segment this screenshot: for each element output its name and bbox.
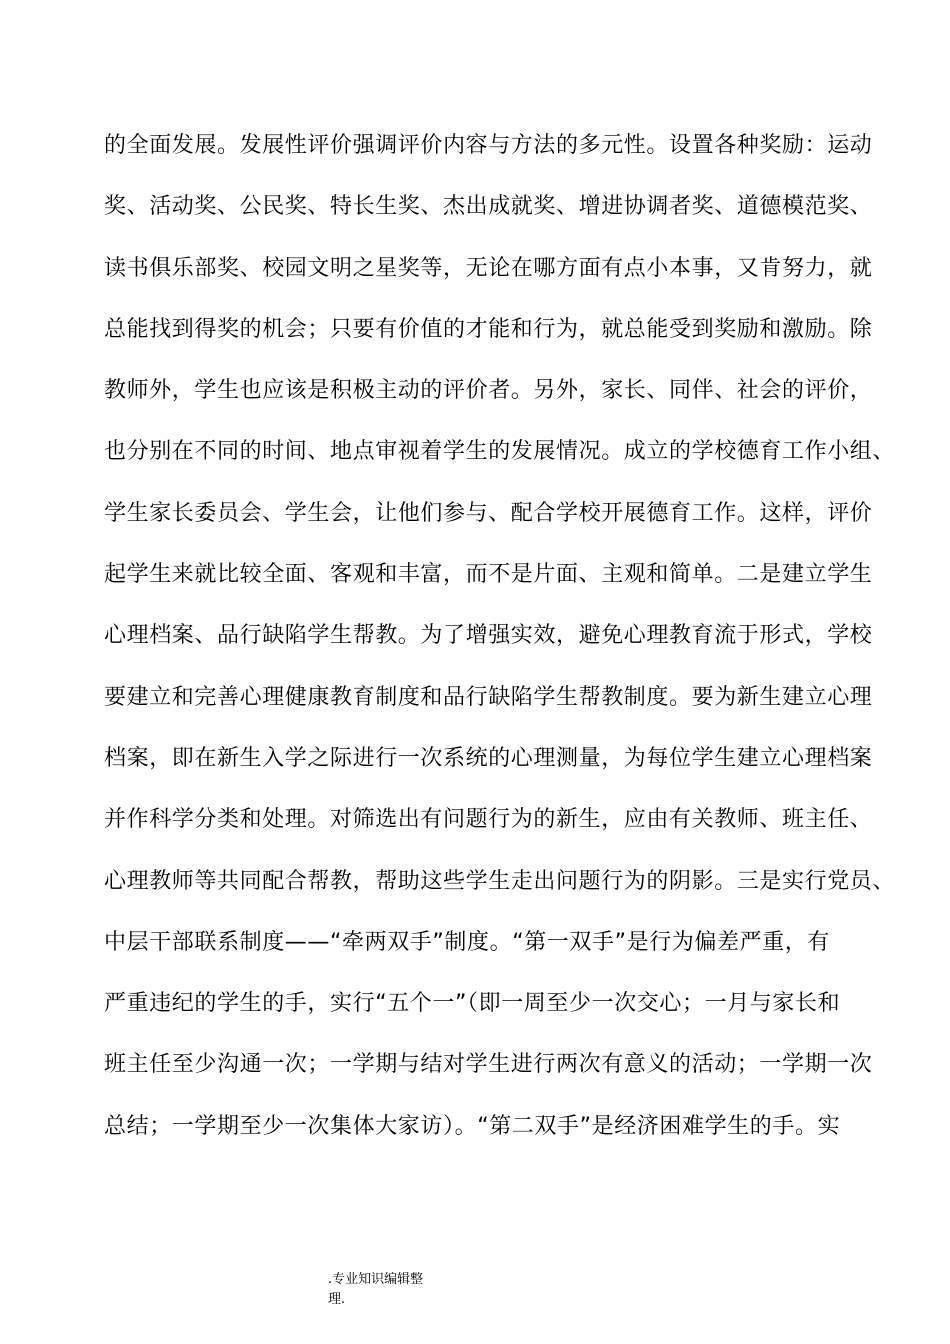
page-footer: [328, 1270, 423, 1310]
text-line: 起学生来就比较全面、客观和丰富，而不是片面、主观和简单。二是建立学生: [104, 562, 873, 588]
text-line: 并作科学分类和处理。对筛选出有问题行为的新生，应由有关教师、班主任、: [104, 807, 873, 833]
text-line: 严重违纪的学生的手，实行“五个一”（即一周至少一次交心；一月与家长和: [104, 991, 841, 1017]
text-line: 读书俱乐部奖、校园文明之星奖等，无论在哪方面有点小本事，又肯努力，就: [104, 255, 873, 281]
text-line: 要建立和完善心理健康教育制度和品行缺陷学生帮教制度。要为新生建立心理: [104, 684, 873, 710]
text-line: 教师外，学生也应该是积极主动的评价者。另外，家长、同伴、社会的评价，: [104, 378, 873, 404]
body-text: [104, 124, 896, 1166]
text-line: 总结；一学期至少一次集体大家访）。“第二双手”是经济困难学生的手。实: [104, 1113, 841, 1139]
text-line: 学生家长委员会、学生会，让他们参与、配合学校开展德育工作。这样，评价: [104, 500, 873, 526]
text-line: 总能找到得奖的机会；只要有价值的才能和行为，就总能受到奖励和激励。除: [104, 316, 873, 342]
text-line: 也分别在不同的时间、地点审视着学生的发展情况。成立的学校德育工作小组、: [104, 439, 896, 465]
text-line: 档案，即在新生入学之际进行一次系统的心理测量，为每位学生建立心理档案: [104, 745, 873, 771]
text-line: 心理档案、品行缺陷学生帮教。为了增强实效，避免心理教育流于形式，学校: [104, 623, 873, 649]
footer-line-1: .专业知识编辑整: [328, 1272, 424, 1287]
text-line: 的全面发展。发展性评价强调评价内容与方法的多元性。设置各种奖励：运动: [104, 133, 873, 158]
text-line: 班主任至少沟通一次；一学期与结对学生进行两次有意义的活动；一学期一次: [104, 1052, 873, 1078]
footer-line-2: 理.: [328, 1292, 346, 1307]
text-line: 中层干部联系制度——“牵两双手”制度。“第一双手”是行为偏差严重，有: [104, 929, 830, 955]
text-line: 奖、活动奖、公民奖、特长生奖、杰出成就奖、增进协调者奖、道德模范奖、: [104, 194, 873, 220]
text-line: 心理教师等共同配合帮教，帮助这些学生走出问题行为的阴影。三是实行党员、: [104, 868, 896, 894]
